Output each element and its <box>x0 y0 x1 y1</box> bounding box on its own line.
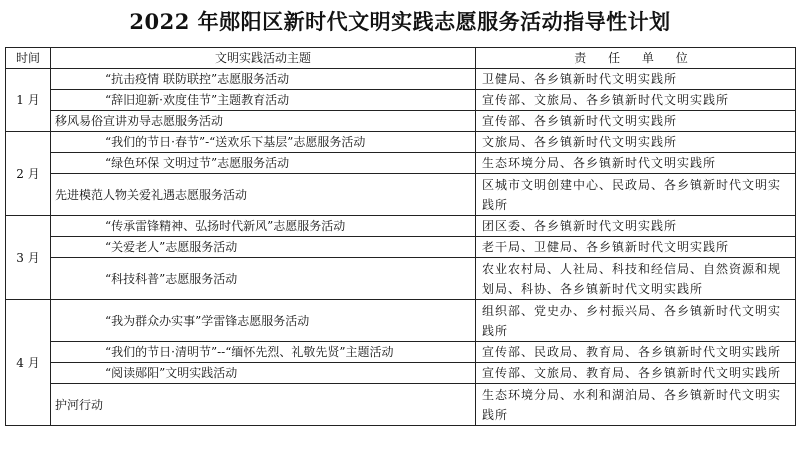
table-row <box>6 237 796 258</box>
month-cell: 2 月 <box>6 132 51 216</box>
header-responsible: 责 任 单 位 <box>476 48 796 69</box>
table-row <box>6 300 796 342</box>
table-row <box>6 153 796 174</box>
document-title: 2022 年郧阳区新时代文明实践志愿服务活动指导性计划 <box>129 9 671 34</box>
header-theme: 文明实践活动主题 <box>51 48 476 69</box>
theme-cell: “传承雷锋精神、弘扬时代新风”志愿服务活动 <box>51 216 476 237</box>
table-row <box>6 216 796 237</box>
table-row <box>6 342 796 363</box>
table-row <box>6 90 796 111</box>
responsible-cell: 区城市文明创建中心、民政局、各乡镇新时代文明实践所 <box>476 174 796 216</box>
table-row <box>6 384 796 426</box>
activity-plan-table <box>5 47 796 426</box>
theme-cell: “我们的节日·清明节”--“缅怀先烈、礼敬先贤”主题活动 <box>51 342 476 363</box>
header-time: 时间 <box>6 48 51 69</box>
table-row <box>6 363 796 384</box>
responsible-cell: 宣传部、民政局、教育局、各乡镇新时代文明实践所 <box>476 342 796 363</box>
responsible-cell: 老干局、卫健局、各乡镇新时代文明实践所 <box>476 237 796 258</box>
theme-cell: 先进模范人物关爱礼遇志愿服务活动 <box>51 174 476 216</box>
responsible-cell: 宣传部、文旅局、教育局、各乡镇新时代文明实践所 <box>476 363 796 384</box>
responsible-cell: 组织部、党史办、乡村振兴局、各乡镇新时代文明实践所 <box>476 300 796 342</box>
month-cell: 4 月 <box>6 300 51 426</box>
responsible-cell: 生态环境分局、各乡镇新时代文明实践所 <box>476 153 796 174</box>
table-header-row <box>6 48 796 69</box>
theme-cell: 移风易俗宣讲劝导志愿服务活动 <box>51 111 476 132</box>
theme-cell: “抗击疫情 联防联控”志愿服务活动 <box>51 69 476 90</box>
responsible-cell: 生态环境分局、水利和湖泊局、各乡镇新时代文明实践所 <box>476 384 796 426</box>
table-row <box>6 132 796 153</box>
table-row <box>6 69 796 90</box>
table-row <box>6 111 796 132</box>
theme-cell: “关爱老人”志愿服务活动 <box>51 237 476 258</box>
theme-cell: “绿色环保 文明过节”志愿服务活动 <box>51 153 476 174</box>
month-cell: 3 月 <box>6 216 51 300</box>
responsible-cell: 卫健局、各乡镇新时代文明实践所 <box>476 69 796 90</box>
responsible-cell: 宣传部、各乡镇新时代文明实践所 <box>476 111 796 132</box>
responsible-cell: 团区委、各乡镇新时代文明实践所 <box>476 216 796 237</box>
theme-cell: “我们的节日·春节”-“送欢乐下基层”志愿服务活动 <box>51 132 476 153</box>
table-row <box>6 174 796 216</box>
responsible-cell: 文旅局、各乡镇新时代文明实践所 <box>476 132 796 153</box>
theme-cell: “阅读郧阳”文明实践活动 <box>51 363 476 384</box>
responsible-cell: 农业农村局、人社局、科技和经信局、自然资源和规划局、科协、各乡镇新时代文明实践所 <box>476 258 796 300</box>
table-row <box>6 258 796 300</box>
theme-cell: 护河行动 <box>51 384 476 426</box>
theme-cell: “科技科普”志愿服务活动 <box>51 258 476 300</box>
month-cell: 1 月 <box>6 69 51 132</box>
theme-cell: “辞旧迎新·欢度佳节”主题教育活动 <box>51 90 476 111</box>
responsible-cell: 宣传部、文旅局、各乡镇新时代文明实践所 <box>476 90 796 111</box>
theme-cell: “我为群众办实事”学雷锋志愿服务活动 <box>51 300 476 342</box>
